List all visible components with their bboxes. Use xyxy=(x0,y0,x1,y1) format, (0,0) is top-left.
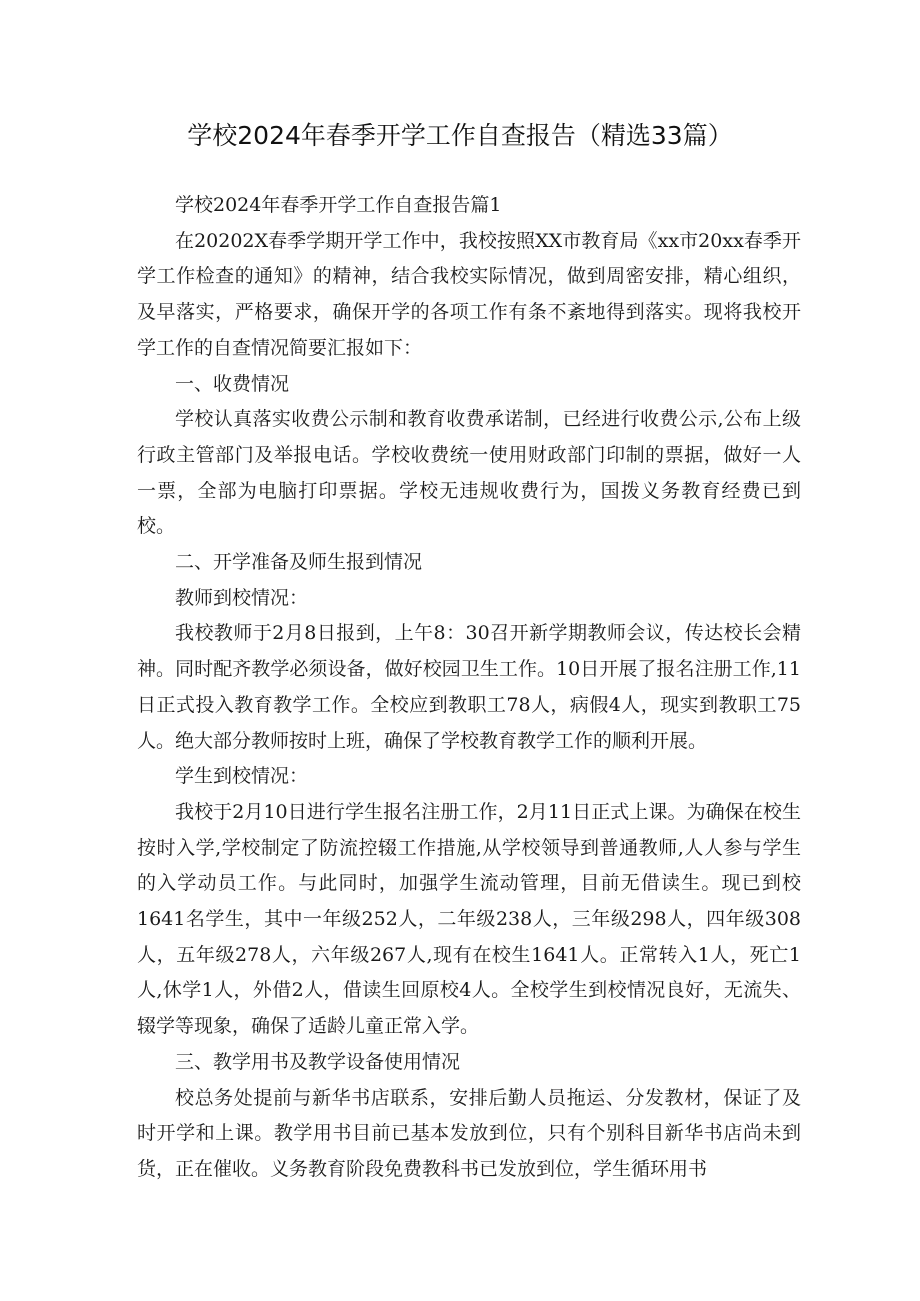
subsection-heading: 学生到校情况： xyxy=(175,765,309,788)
document-title: 学校2024年春季开学工作自查报告（精选33篇） xyxy=(187,121,733,150)
body-paragraph: 我校教师于2月8日报到，上午8：30召开新学期教师会议，传达校长会精神。同时配齐教学必须设备，做好校园卫生工作。10日开展了报名注册工作,11日正式投入教育教学工作。全校应到教职工78人，病假4人，现实到教职工75人。绝大部分教师按时上班，确保了学校教育教学工作的顺利开展。 xyxy=(137,622,801,752)
section-heading: 学校2024年春季开学工作自查报告篇1 xyxy=(175,194,502,216)
subsection-heading: 教师到校情况： xyxy=(175,586,309,609)
section-heading: 一、收费情况 xyxy=(175,372,290,395)
body-paragraph: 在20202X春季学期开学工作中，我校按照XX市教育局《xx市20xx春季开学工作检查的通知》的精神，结合我校实际情况，做到周密安排，精心组织，及早落实，严格要求，确保开学的各项工作有条不紊地得到落实。现将我校开学工作的自查情况简要汇报如下： xyxy=(137,229,801,359)
section-heading: 三、教学用书及教学设备使用情况 xyxy=(175,1050,461,1073)
document-body xyxy=(137,188,801,1188)
section-heading: 二、开学准备及师生报到情况 xyxy=(175,551,423,574)
body-paragraph: 校总务处提前与新华书店联系，安排后勤人员拖运、分发教材，保证了及时开学和上课。教学用书目前已基本发放到位，只有个别科目新华书店尚未到货，正在催收。义务教育阶段免费教科书已发放到位，学生循环用书 xyxy=(137,1086,801,1180)
body-paragraph: 学校认真落实收费公示制和教育收费承诺制，已经进行收费公示,公布上级行政主管部门及举报电话。学校收费统一使用财政部门印制的票据，做好一人一票，全部为电脑打印票据。学校无违规收费行为，国拨义务教育经费已到校。 xyxy=(137,408,801,538)
body-paragraph: 我校于2月10日进行学生报名注册工作，2月11日正式上课。为确保在校生按时入学,学校制定了防流控辍工作措施,从学校领导到普通教师,人人参与学生的入学动员工作。与此同时，加强学生流动管理，目前无借读生。现已到校1641名学生，其中一年级252人，二年级238人，三年级298人，四年级308人，五年级278人，六年级267人,现有在校生1641人。正常转入1人，死亡1人,休学1人，外借2人，借读生回原校4人。全校学生到校情况良好，无流失、辍学等现象，确保了适龄儿童正常入学。 xyxy=(137,800,801,1038)
